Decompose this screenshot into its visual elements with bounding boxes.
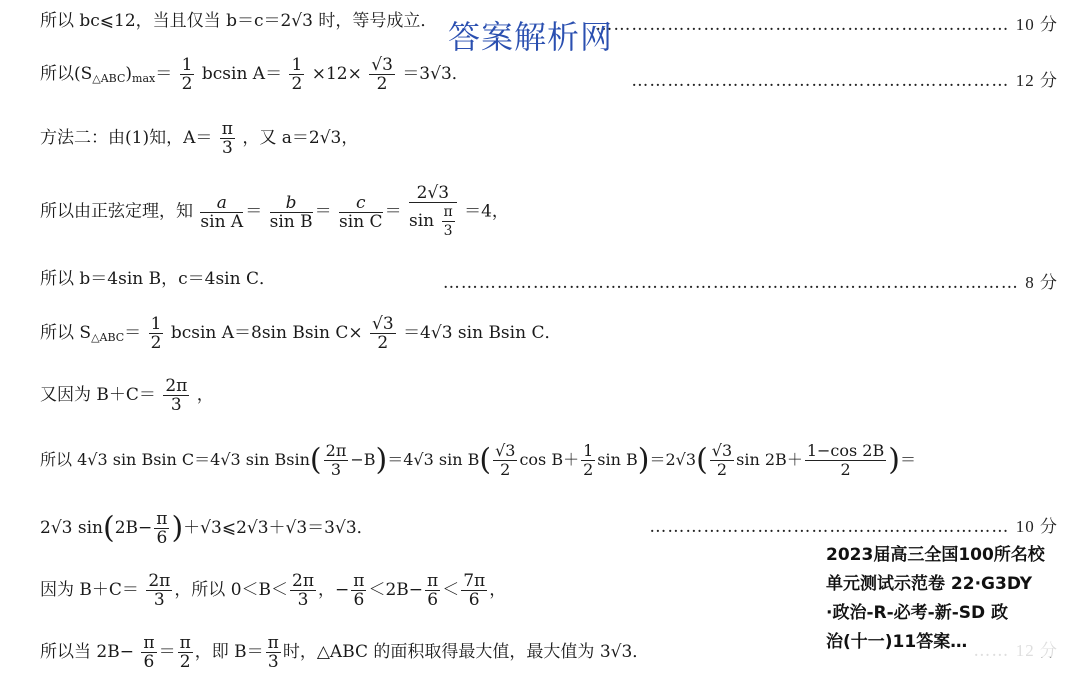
solution-line-2: 所以$(S_{\triangle ABC})_{max}=$ $\frac{1}{2}$ bcsin A＝ $\frac{1}{2}$ ×12× $\frac{√3}{2}$ ＝3√3． bbox=[40, 55, 469, 94]
stamp-line: 治(十一)11答案… bbox=[826, 632, 968, 652]
fraction: $\frac{√3}{2}$ bbox=[371, 55, 393, 94]
stamp-line: ·政治-R-必考-新-SD 政 bbox=[826, 603, 1009, 623]
fraction: $\frac{1}{2}$ bbox=[583, 441, 594, 479]
score-leader-2: ……………………………………………………… 12 分 bbox=[631, 71, 1058, 91]
fraction: $\frac{\pi}{3}$ bbox=[267, 633, 279, 672]
fraction: $\frac{2\pi}{3}$ bbox=[165, 376, 188, 415]
solution-line-3: 方法二：由(1)知，A＝ $\frac{\pi}{3}$ ，又 a＝2√3， bbox=[40, 119, 359, 158]
fraction: $\frac{a}{\text{sin A}}$ bbox=[200, 192, 244, 232]
watermark: 答案解析网 bbox=[448, 18, 614, 56]
fraction: $\frac{√3}{2}$ bbox=[711, 441, 733, 479]
score-leader-9: …………………………………………………… 10 分 bbox=[649, 517, 1058, 537]
solution-line-8: 所以 4√3 sin Bsin C＝4√3 sin Bsin( $\frac{2\pi}{3}$ −B)＝4√3 sin B( $\frac{√3}{2}$ cos B＋ $\frac{1}{2}$ sin B)＝2√3( $\frac{√3}{2}$ sin 2B＋ $\frac{1-\cos 2B}{2}$ )＝ bbox=[40, 441, 916, 479]
fraction: 2√3 sin $\frac{\pi}{3}$ bbox=[409, 184, 457, 240]
stamp-line: 单元测试示范卷 22·G3DY bbox=[826, 574, 1033, 594]
solution-line-4: 所以由正弦定理，知 $\frac{a}{\text{sin A}}$ ＝ $\frac{b}{\text{sin B}}$ ＝ $\frac{c}{\text{sin C}}$ ＝ 2√3 sin $\frac{\pi}{3}$ ＝4， bbox=[40, 183, 509, 239]
fraction: $\frac{\pi}{6}$ bbox=[156, 509, 168, 548]
stamp-line: 2023届高三全国100所名校 bbox=[826, 545, 1045, 565]
fraction: $\frac{7\pi}{6}$ bbox=[463, 571, 486, 610]
fraction: $\frac{2\pi}{3}$ bbox=[148, 571, 171, 610]
fraction: $\frac{c}{\text{sin C}}$ bbox=[339, 192, 383, 232]
solution-line-9: 2√3 sin(2B− $\frac{\pi}{6}$ )＋√3⩽2√3＋√3＝3√3． bbox=[40, 509, 374, 548]
score-label: 12 分 bbox=[1015, 71, 1058, 90]
fraction: $\frac{b}{\text{sin B}}$ bbox=[269, 192, 313, 232]
source-stamp bbox=[826, 541, 1084, 657]
score-label: 8 分 bbox=[1025, 273, 1058, 292]
score-label: 10 分 bbox=[1015, 15, 1058, 34]
solution-line-5: 所以 b＝4sin B，c＝4sin C． bbox=[40, 269, 276, 289]
fraction: $\frac{\pi}{6}$ bbox=[427, 571, 439, 610]
score-leader-5: …………………………………………………………………………………… 8 分 bbox=[442, 273, 1058, 293]
fraction: $\frac{1}{2}$ bbox=[291, 55, 303, 94]
fraction: $\frac{1}{2}$ bbox=[150, 314, 162, 353]
fraction: $\frac{1-\cos 2B}{2}$ bbox=[806, 441, 885, 479]
solution-line-11: 所以当 2B− $\frac{\pi}{6}$ ＝ $\frac{\pi}{2}$ ，即 B＝ $\frac{\pi}{3}$ 时，△ABC 的面积取得最大值，最大值为 3√3． bbox=[40, 633, 650, 672]
score-leader-1: …………………………………………………………… 10 分 bbox=[595, 15, 1058, 35]
fraction: $\frac{2\pi}{3}$ bbox=[292, 571, 315, 610]
solution-line-10: 因为 B＋C＝ $\frac{2\pi}{3}$ ，所以 0＜B＜ $\frac{2\pi}{3}$ ，− $\frac{\pi}{6}$ ＜2B− $\frac{\pi}{6}$ ＜ $\frac{7\pi}{6}$ ， bbox=[40, 571, 507, 610]
solution-line-7: 又因为 B＋C＝ $\frac{2\pi}{3}$ ， bbox=[40, 376, 214, 415]
fraction: $\frac{√3}{2}$ bbox=[495, 441, 516, 479]
fraction: $\frac{\pi}{6}$ bbox=[143, 633, 155, 672]
fraction: $\frac{\pi}{6}$ bbox=[353, 571, 365, 610]
fraction: $\frac{1}{2}$ bbox=[181, 55, 193, 94]
fraction: $\frac{\pi}{3}$ bbox=[221, 119, 233, 158]
fraction: $\frac{\pi}{2}$ bbox=[179, 633, 191, 672]
score-label: 10 分 bbox=[1015, 517, 1058, 536]
fraction: $\frac{√3}{2}$ bbox=[372, 314, 394, 353]
fraction: $\frac{2\pi}{3}$ bbox=[325, 441, 347, 479]
line-text: 所以 bc⩽12，当且仅当 b＝c＝2√3 时，等号成立． bbox=[40, 11, 438, 31]
solution-line-6: 所以 $S_{\triangle ABC}=$ $\frac{1}{2}$ bcsin A＝8sin Bsin C× $\frac{√3}{2}$ ＝4√3 sin Bsin C． bbox=[40, 314, 562, 353]
